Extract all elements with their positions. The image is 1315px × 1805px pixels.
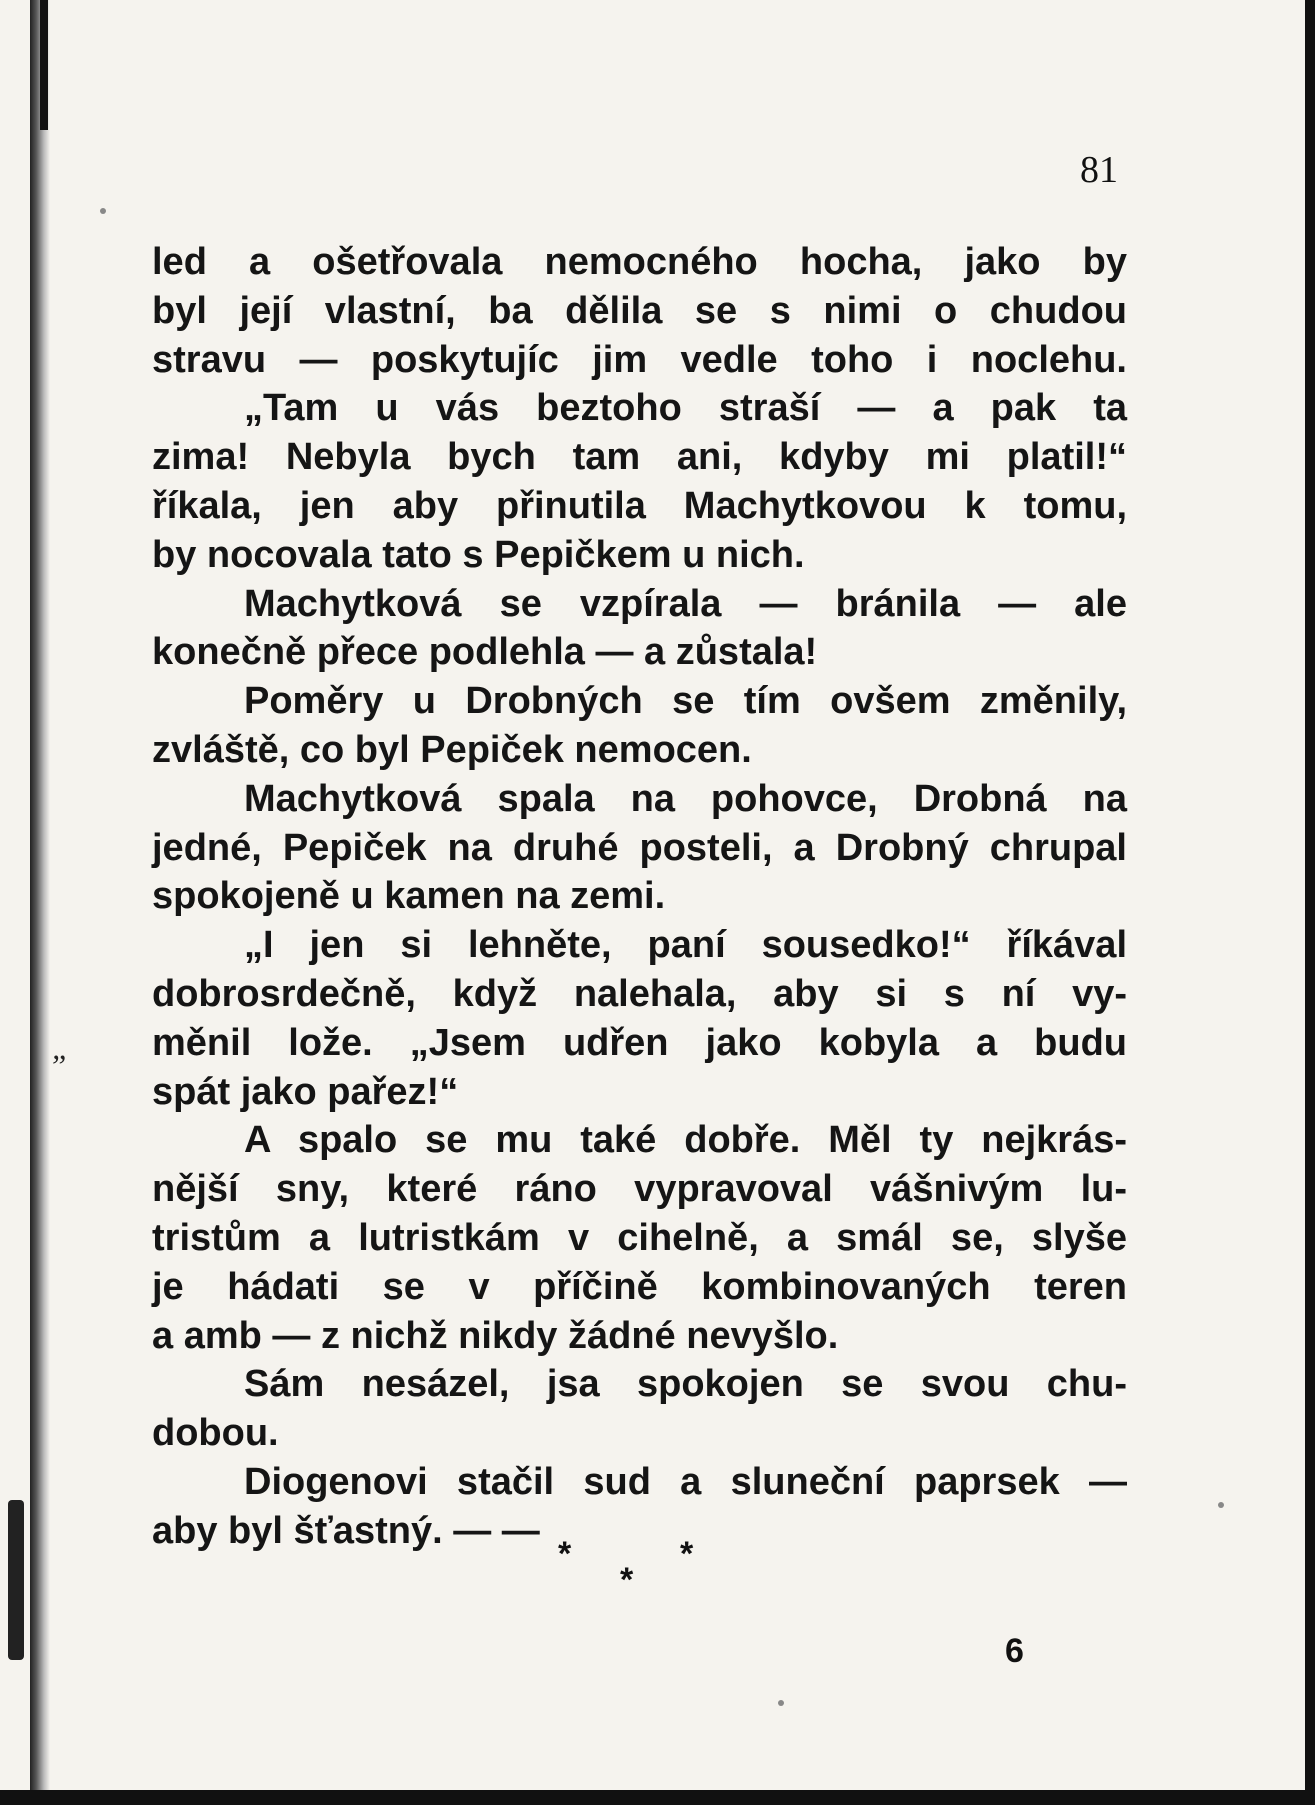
signature-mark: 6: [1005, 1632, 1024, 1670]
text-line: led a ošetřovala nemocného hocha, jako by: [152, 241, 1127, 283]
binding-edge: [30, 0, 50, 1790]
text-line: Machytková se vzpírala — bránila — ale: [244, 582, 1127, 625]
paper-speck: [778, 1700, 784, 1706]
text-line: Poměry u Drobných se tím ovšem změnily,: [244, 680, 1127, 723]
separator-star: *: [680, 1535, 694, 1573]
text-line: by nocovala tato s Pepičkem u nich.: [152, 533, 805, 576]
text-line: spokojeně u kamen na zemi.: [152, 875, 666, 918]
binding-shadow: [40, 0, 48, 130]
text-line: tristům a lutristkám v cihelně, a smál se, slyše: [152, 1216, 1127, 1259]
text-line: byl její vlastní, ba dělila se s nimi o chudou: [152, 289, 1127, 332]
margin-annotation: „: [52, 1030, 70, 1066]
body-text: [152, 238, 1127, 1556]
binding-shadow-lower: [8, 1500, 24, 1660]
text-line: „Tam u vás beztoho straší — a pak ta: [244, 387, 1127, 430]
text-line: měnil lože. „Jsem udřen jako kobyla a budu: [152, 1021, 1127, 1064]
paper-speck: [100, 208, 106, 214]
section-separator: [540, 1535, 740, 1599]
text-line: spát jako pařez!“: [152, 1070, 459, 1113]
text-line: Sám nesázel, jsa spokojen se svou chu-: [244, 1363, 1127, 1406]
text-line: „I jen si lehněte, paní sousedko!“ říkával: [244, 924, 1127, 967]
text-line: nější sny, které ráno vypravoval vášnivým lu-: [152, 1168, 1127, 1211]
paper-speck: [1218, 1502, 1224, 1508]
page-number: 81: [1080, 149, 1118, 191]
separator-star: *: [620, 1561, 634, 1599]
text-line: jedné, Pepiček na druhé posteli, a Drobný chrupal: [152, 826, 1127, 869]
text-line: zvláště, co byl Pepiček nemocen.: [152, 728, 752, 771]
text-line: je hádati se v příčině kombinovaných teren: [152, 1265, 1127, 1308]
text-line: dobrosrdečně, když nalehala, aby si s ní vy-: [152, 972, 1127, 1015]
text-line: stravu — poskytujíc jim vedle toho i noclehu.: [152, 338, 1127, 381]
text-line: Diogenovi stačil sud a sluneční paprsek —: [244, 1460, 1127, 1503]
text-line: zima! Nebyla bych tam ani, kdyby mi platil!“: [152, 436, 1127, 479]
text-line: A spalo se mu také dobře. Měl ty nejkrás-: [244, 1119, 1127, 1162]
separator-star: *: [558, 1535, 572, 1573]
text-line: konečně přece podlehla — a zůstala!: [152, 631, 818, 674]
text-line: dobou.: [152, 1412, 279, 1455]
text-line: aby byl šťastný. — —: [152, 1509, 540, 1552]
text-line: Machytková spala na pohovce, Drobná na: [244, 777, 1127, 820]
text-line: říkala, jen aby přinutila Machytkovou k tomu,: [152, 484, 1127, 527]
text-line: a amb — z nichž nikdy žádné nevyšlo.: [152, 1314, 839, 1357]
